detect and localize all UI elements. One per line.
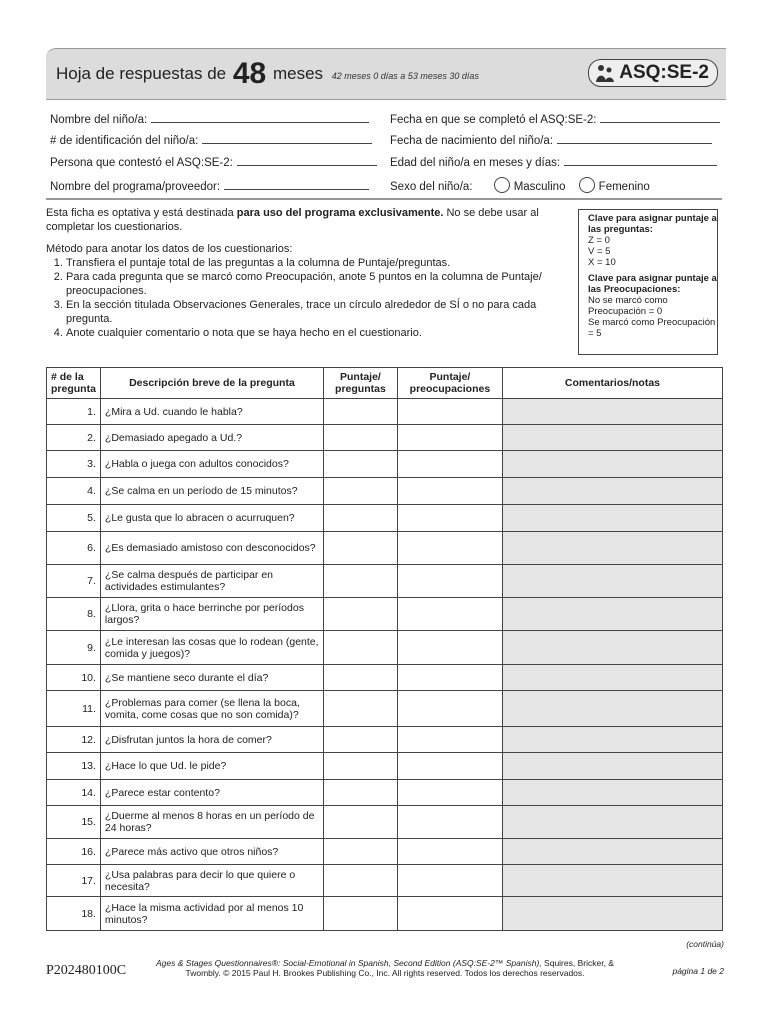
col-header-concern-score: Puntaje/ preocupaciones <box>397 368 502 399</box>
comments-cell[interactable] <box>502 691 722 727</box>
question-score-cell[interactable] <box>323 897 397 931</box>
score-table <box>46 367 723 931</box>
respondent-input[interactable] <box>237 153 377 166</box>
table-row <box>47 631 723 665</box>
question-number: 6. <box>47 532 101 565</box>
key-concern-5: Se marcó como Preocupación = 5 <box>588 317 716 339</box>
question-description: ¿Mira a Ud. cuando le habla? <box>100 399 323 425</box>
question-number: 4. <box>47 478 101 505</box>
question-number: 3. <box>47 451 101 478</box>
key-z: Z = 0 <box>588 235 610 246</box>
question-score-cell[interactable] <box>323 478 397 505</box>
question-number: 2. <box>47 425 101 451</box>
table-row <box>47 691 723 727</box>
question-number: 12. <box>47 727 101 753</box>
question-number: 7. <box>47 565 101 598</box>
question-score-cell[interactable] <box>323 598 397 631</box>
logo-text: ASQ:SE-2 <box>619 62 709 83</box>
scoring-key-box <box>578 209 718 355</box>
question-score-cell[interactable] <box>323 753 397 780</box>
concern-score-cell[interactable] <box>397 399 502 425</box>
form-code: P202480100C <box>46 963 127 978</box>
comments-cell[interactable] <box>502 425 722 451</box>
comments-cell[interactable] <box>502 865 722 897</box>
program-input[interactable] <box>224 177 369 190</box>
table-row <box>47 532 723 565</box>
age-label: Edad del niño/a en meses y días: <box>390 157 561 169</box>
concern-score-cell[interactable] <box>397 451 502 478</box>
comments-cell[interactable] <box>502 598 722 631</box>
sex-field <box>390 177 650 193</box>
date-completed-label: Fecha en que se completó el ASQ:SE-2: <box>390 114 597 126</box>
instruction-steps <box>46 256 566 340</box>
table-row <box>47 425 723 451</box>
question-description: ¿Hace lo que Ud. le pide? <box>100 753 323 780</box>
question-description: ¿Le interesan las cosas que lo rodean (gente, comida y juegos)? <box>100 631 323 665</box>
date-completed-input[interactable] <box>600 110 720 123</box>
question-description: ¿Problemas para comer (se llena la boca, vomita, come cosas que no son comida)? <box>100 691 323 727</box>
concern-score-cell[interactable] <box>397 598 502 631</box>
concern-score-cell[interactable] <box>397 665 502 691</box>
table-row <box>47 478 723 505</box>
question-description: ¿Parece más activo que otros niños? <box>100 839 323 865</box>
col-header-question-score: Puntaje/ preguntas <box>323 368 397 399</box>
question-score-cell[interactable] <box>323 399 397 425</box>
question-score-cell[interactable] <box>323 806 397 839</box>
title-prefix: Hoja de respuestas de <box>56 64 227 83</box>
child-name-input[interactable] <box>151 110 369 123</box>
page-number: página 1 de 2 <box>672 966 724 976</box>
copyright-citation: Ages & Stages Questionnaires®: Social-Emotional in Spanish, Second Edition (ASQ:SE-2™ Spanish), Squires, Bricker, & Twombly. © 2015 Paul H. Brookes Publishing Co., Inc. All rights reserved. Todos los derechos reservados. <box>156 958 614 978</box>
concern-score-cell[interactable] <box>397 505 502 532</box>
table-row <box>47 865 723 897</box>
child-name-field <box>50 110 369 126</box>
question-score-cell[interactable] <box>323 565 397 598</box>
respondent-label: Persona que contestó el ASQ:SE-2: <box>50 157 233 169</box>
comments-cell[interactable] <box>502 565 722 598</box>
question-description: ¿Habla o juega con adultos conocidos? <box>100 451 323 478</box>
question-number: 17. <box>47 865 101 897</box>
table-row <box>47 399 723 425</box>
table-row <box>47 665 723 691</box>
comments-cell[interactable] <box>502 665 722 691</box>
table-row <box>47 565 723 598</box>
question-score-cell[interactable] <box>323 505 397 532</box>
question-number: 16. <box>47 839 101 865</box>
title-months-number: 48 <box>232 57 267 90</box>
asq-se2-logo <box>588 59 718 87</box>
sex-label: Sexo del niño/a: <box>390 181 473 193</box>
male-radio[interactable] <box>494 177 510 193</box>
child-id-input[interactable] <box>202 131 372 144</box>
question-score-cell[interactable] <box>323 665 397 691</box>
concern-score-cell[interactable] <box>397 897 502 931</box>
age-field <box>390 153 717 169</box>
question-description: ¿Duerme al menos 8 horas en un período de 24 horas? <box>100 806 323 839</box>
question-score-cell[interactable] <box>323 780 397 806</box>
question-score-cell[interactable] <box>323 839 397 865</box>
concern-score-cell[interactable] <box>397 865 502 897</box>
table-row <box>47 598 723 631</box>
table-header-row <box>47 368 723 399</box>
question-score-cell[interactable] <box>323 451 397 478</box>
table-row <box>47 806 723 839</box>
question-description: ¿Disfrutan juntos la hora de comer? <box>100 727 323 753</box>
comments-cell[interactable] <box>502 806 722 839</box>
concern-score-cell[interactable] <box>397 691 502 727</box>
step-item: 3. En la sección titulada Observaciones Generales, trace un círculo alrededor de SÍ o no para cada pregunta. <box>66 298 566 326</box>
step-item: 1. Transfiera el puntaje total de las preguntas a la columna de Puntaje/preguntas. <box>66 256 566 270</box>
concern-score-cell[interactable] <box>397 425 502 451</box>
col-header-comments: Comentarios/notas <box>502 368 722 399</box>
comments-cell[interactable] <box>502 631 722 665</box>
child-id-field <box>50 131 372 147</box>
question-description: ¿Llora, grita o hace berrinche por períodos largos? <box>100 598 323 631</box>
program-field <box>50 177 369 193</box>
question-description: ¿Le gusta que lo abracen o acurruquen? <box>100 505 323 532</box>
table-row <box>47 727 723 753</box>
question-description: ¿Parece estar contento? <box>100 780 323 806</box>
question-number: 14. <box>47 780 101 806</box>
table-row <box>47 897 723 931</box>
question-score-cell[interactable] <box>323 691 397 727</box>
comments-cell[interactable] <box>502 478 722 505</box>
question-score-cell[interactable] <box>323 631 397 665</box>
child-id-label: # de identificación del niño/a: <box>50 135 199 147</box>
comments-cell[interactable] <box>502 399 722 425</box>
birth-date-label: Fecha de nacimiento del niño/a: <box>390 135 554 147</box>
question-number: 9. <box>47 631 101 665</box>
concern-score-cell[interactable] <box>397 565 502 598</box>
key-concern-0: No se marcó como Preocupación = 0 <box>588 295 668 317</box>
question-number: 1. <box>47 399 101 425</box>
program-label: Nombre del programa/proveedor: <box>50 181 221 193</box>
female-label: Femenino <box>598 181 650 193</box>
concern-score-cell[interactable] <box>397 631 502 665</box>
question-description: ¿Se mantiene seco durante el día? <box>100 665 323 691</box>
question-number: 15. <box>47 806 101 839</box>
key-title-concerns: Clave para asignar puntaje a las Preocupaciones: <box>588 273 717 295</box>
table-row <box>47 780 723 806</box>
question-number: 18. <box>47 897 101 931</box>
col-header-number: # de la pregunta <box>47 368 101 399</box>
question-description: ¿Hace la misma actividad por al menos 10 minutos? <box>100 897 323 931</box>
title-suffix: meses <box>272 64 324 83</box>
concern-score-cell[interactable] <box>397 532 502 565</box>
question-description: ¿Demasiado apegado a Ud.? <box>100 425 323 451</box>
comments-cell[interactable] <box>502 451 722 478</box>
page-title <box>56 57 479 91</box>
question-number: 5. <box>47 505 101 532</box>
child-name-label: Nombre del niño/a: <box>50 114 148 126</box>
question-number: 8. <box>47 598 101 631</box>
comments-cell[interactable] <box>502 780 722 806</box>
question-description: ¿Es demasiado amistoso con desconocidos? <box>100 532 323 565</box>
key-title-questions: Clave para asignar puntaje a las preguntas: <box>588 213 717 235</box>
question-number: 11. <box>47 691 101 727</box>
concern-score-cell[interactable] <box>397 839 502 865</box>
divider <box>46 198 722 200</box>
form-header <box>46 48 726 100</box>
comments-cell[interactable] <box>502 532 722 565</box>
comments-cell[interactable] <box>502 897 722 931</box>
female-radio[interactable] <box>579 177 595 193</box>
table-body <box>47 399 723 931</box>
table-row <box>47 839 723 865</box>
question-score-cell[interactable] <box>323 532 397 565</box>
question-number: 13. <box>47 753 101 780</box>
male-label: Masculino <box>513 181 566 193</box>
key-x: X = 10 <box>588 257 616 268</box>
col-header-description: Descripción breve de la pregunta <box>100 368 323 399</box>
concern-score-cell[interactable] <box>397 727 502 753</box>
respondent-field <box>50 153 377 169</box>
method-heading: Método para anotar los datos de los cuestionarios: <box>46 243 293 255</box>
question-score-cell[interactable] <box>323 865 397 897</box>
continued-note: (continúa) <box>686 939 724 949</box>
date-completed-field <box>390 110 720 126</box>
question-description: ¿Se calma en un período de 15 minutos? <box>100 478 323 505</box>
comments-cell[interactable] <box>502 505 722 532</box>
concern-score-cell[interactable] <box>397 753 502 780</box>
concern-score-cell[interactable] <box>397 478 502 505</box>
comments-cell[interactable] <box>502 727 722 753</box>
family-icon <box>595 64 615 82</box>
concern-score-cell[interactable] <box>397 780 502 806</box>
table-row <box>47 451 723 478</box>
age-input[interactable] <box>564 153 717 166</box>
step-item: 2. Para cada pregunta que se marcó como Preocupación, anote 5 puntos en la columna de Puntaje/ preocupaciones. <box>66 270 566 298</box>
question-description: ¿Se calma después de participar en actividades estimulantes? <box>100 565 323 598</box>
concern-score-cell[interactable] <box>397 806 502 839</box>
table-row <box>47 753 723 780</box>
comments-cell[interactable] <box>502 839 722 865</box>
key-v: V = 5 <box>588 246 611 257</box>
intro-paragraph: Esta ficha es optativa y está destinada para uso del programa exclusivamente. No se debe usar al completar los cuestionarios. <box>46 207 539 233</box>
question-description: ¿Usa palabras para decir lo que quiere o necesita? <box>100 865 323 897</box>
age-range: 42 meses 0 días a 53 meses 30 días <box>331 71 479 81</box>
question-number: 10. <box>47 665 101 691</box>
step-item: 4. Anote cualquier comentario o nota que se haya hecho en el cuestionario. <box>66 326 566 340</box>
birth-date-field <box>390 131 712 147</box>
birth-date-input[interactable] <box>557 131 712 144</box>
question-score-cell[interactable] <box>323 727 397 753</box>
table-row <box>47 505 723 532</box>
comments-cell[interactable] <box>502 753 722 780</box>
question-score-cell[interactable] <box>323 425 397 451</box>
instructions <box>46 206 566 340</box>
